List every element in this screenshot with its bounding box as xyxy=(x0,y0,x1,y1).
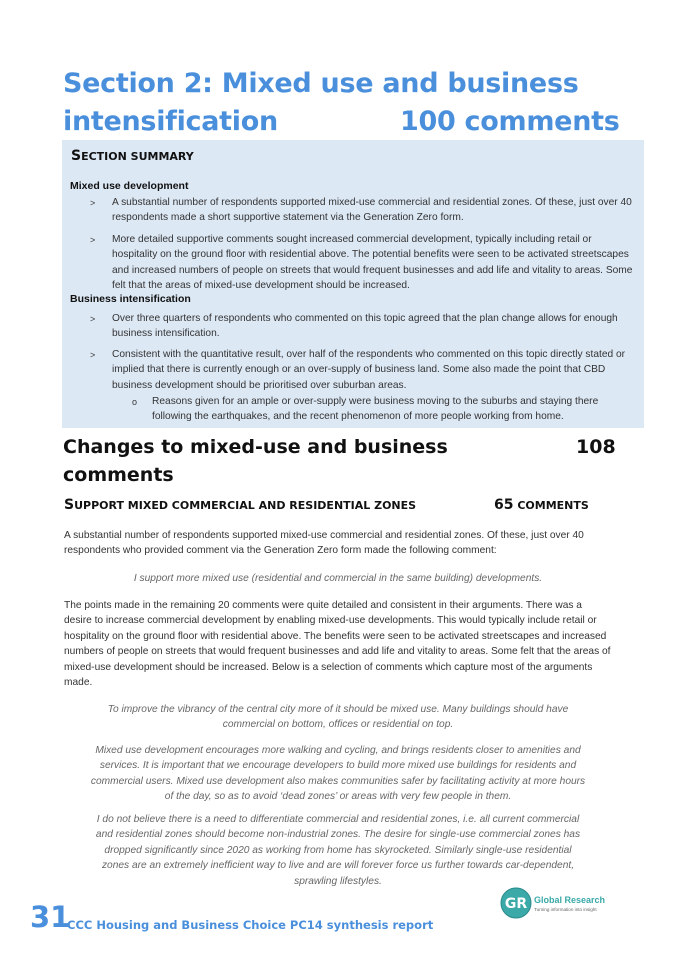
summary-sub-bullet: Reasons given for an ample or over-supply were business moving to the suburbs and staying there following the earthquakes, and the recent phenomenon of more people working from home. xyxy=(152,396,599,423)
summary-bullet: Over three quarters of respondents who commented on this topic agreed that the plan change allows for enough business intensification. xyxy=(112,313,618,340)
support-paragraph-1: A substantial number of respondents supported mixed-use commercial and residential zones. Of these, just over 40 respondents who provided comment via the Generation Zero form made the following comment: xyxy=(64,530,584,557)
summary-bullet: A substantial number of respondents supported mixed-use commercial and residential zones. Of these, just over 40 respondents made a short supportive statement via the Generation Zero form. xyxy=(112,197,632,224)
support-paragraph-2: The points made in the remaining 20 comments were quite detailed and consistent in their arguments. There was a desire to increase commercial development by enabling mixed-use developments. This would typically include retail or hospitality on the ground floor with residential above. The benefits were seen to be activated streetscapes and increased numbers of people on streets that would frequent businesses and add life and vitality to areas. Some felt that the areas of mixed-use development should be increased. Below is a selection of comments which capture most of the arguments made. xyxy=(64,600,611,689)
section-summary-box xyxy=(62,140,644,428)
mixed-use-subheading: Mixed use development xyxy=(70,180,189,192)
support-subheading: SUPPORT MIXED COMMERCIAL AND RESIDENTIAL ZONES xyxy=(64,497,417,513)
svg-text:GR: GR xyxy=(504,896,528,912)
bullet-marker: > xyxy=(90,314,96,324)
report-title: CCC Housing and Business Choice PC14 synthesis report xyxy=(67,918,434,932)
business-subheading: Business intensification xyxy=(70,293,191,305)
logo-tagline: Turning information into insight xyxy=(534,907,597,912)
summary-bullet: Consistent with the quantitative result, over half of the respondents who commented on this topic directly stated or implied that there is currently enough or an over-supply of business land. Some also made the point that CBD business development should be prioritised over suburban areas. xyxy=(112,349,626,391)
bullet-marker: > xyxy=(90,235,96,245)
bullet-marker: > xyxy=(90,198,96,208)
changes-heading-line1: Changes to mixed-use and business xyxy=(63,436,448,458)
summary-title: SECTION SUMMARY xyxy=(71,148,194,164)
logo-name: Global Research xyxy=(534,895,606,905)
section-comment-count: 100 comments xyxy=(400,106,620,137)
summary-bullet: More detailed supportive comments sought increased commercial development, typically including retail or hospitality on the ground floor with residential above. The potential benefits were seen to be activated streetscapes and increased numbers of people on streets that would frequent businesses and add life and vitality to areas. Some felt that the areas of mixed-use development should be increased. xyxy=(112,234,633,292)
quote-4: I do not believe there is a need to differentiate commercial and residential zones, i.e. all current commercial and residential zones should become non-industrial zones. The desire for single-use commercial zones has dropped significantly since 2020 as working from home has skyrocketed. Similarly single-use residential zones are an extremely inefficient way to live and are will forever force us further towards car-dependent, sprawling lifestyles. xyxy=(95,814,581,887)
changes-comment-count: 108 xyxy=(576,436,616,458)
quote-3: Mixed use development encourages more walking and cycling, and brings residents closer to amenities and services. It is important that we encourage developers to build more mixed use buildings for residents and commercial users. Mixed use development also makes communities safer by facilitating activity at more hours of the day, so as to avoid ‘dead zones’ or areas with very few people in them. xyxy=(90,745,586,803)
section-title-line1: Section 2: Mixed use and business xyxy=(63,68,579,99)
changes-heading-line2: comments xyxy=(63,464,174,486)
sub-bullet-marker: o xyxy=(132,397,138,407)
page-number: 31 xyxy=(30,900,71,934)
support-comment-count: 65 COMMENTS xyxy=(494,497,589,513)
quote-1: I support more mixed use (residential and commercial in the same building) developments. xyxy=(133,573,543,584)
bullet-marker: > xyxy=(90,350,96,360)
section-title-line2: intensification xyxy=(63,106,278,137)
quote-2: To improve the vibrancy of the central city more of it should be mixed use. Many buildings should have commercial on bottom, offices or residential on top. xyxy=(107,704,569,731)
globe-gr-icon xyxy=(500,887,532,919)
